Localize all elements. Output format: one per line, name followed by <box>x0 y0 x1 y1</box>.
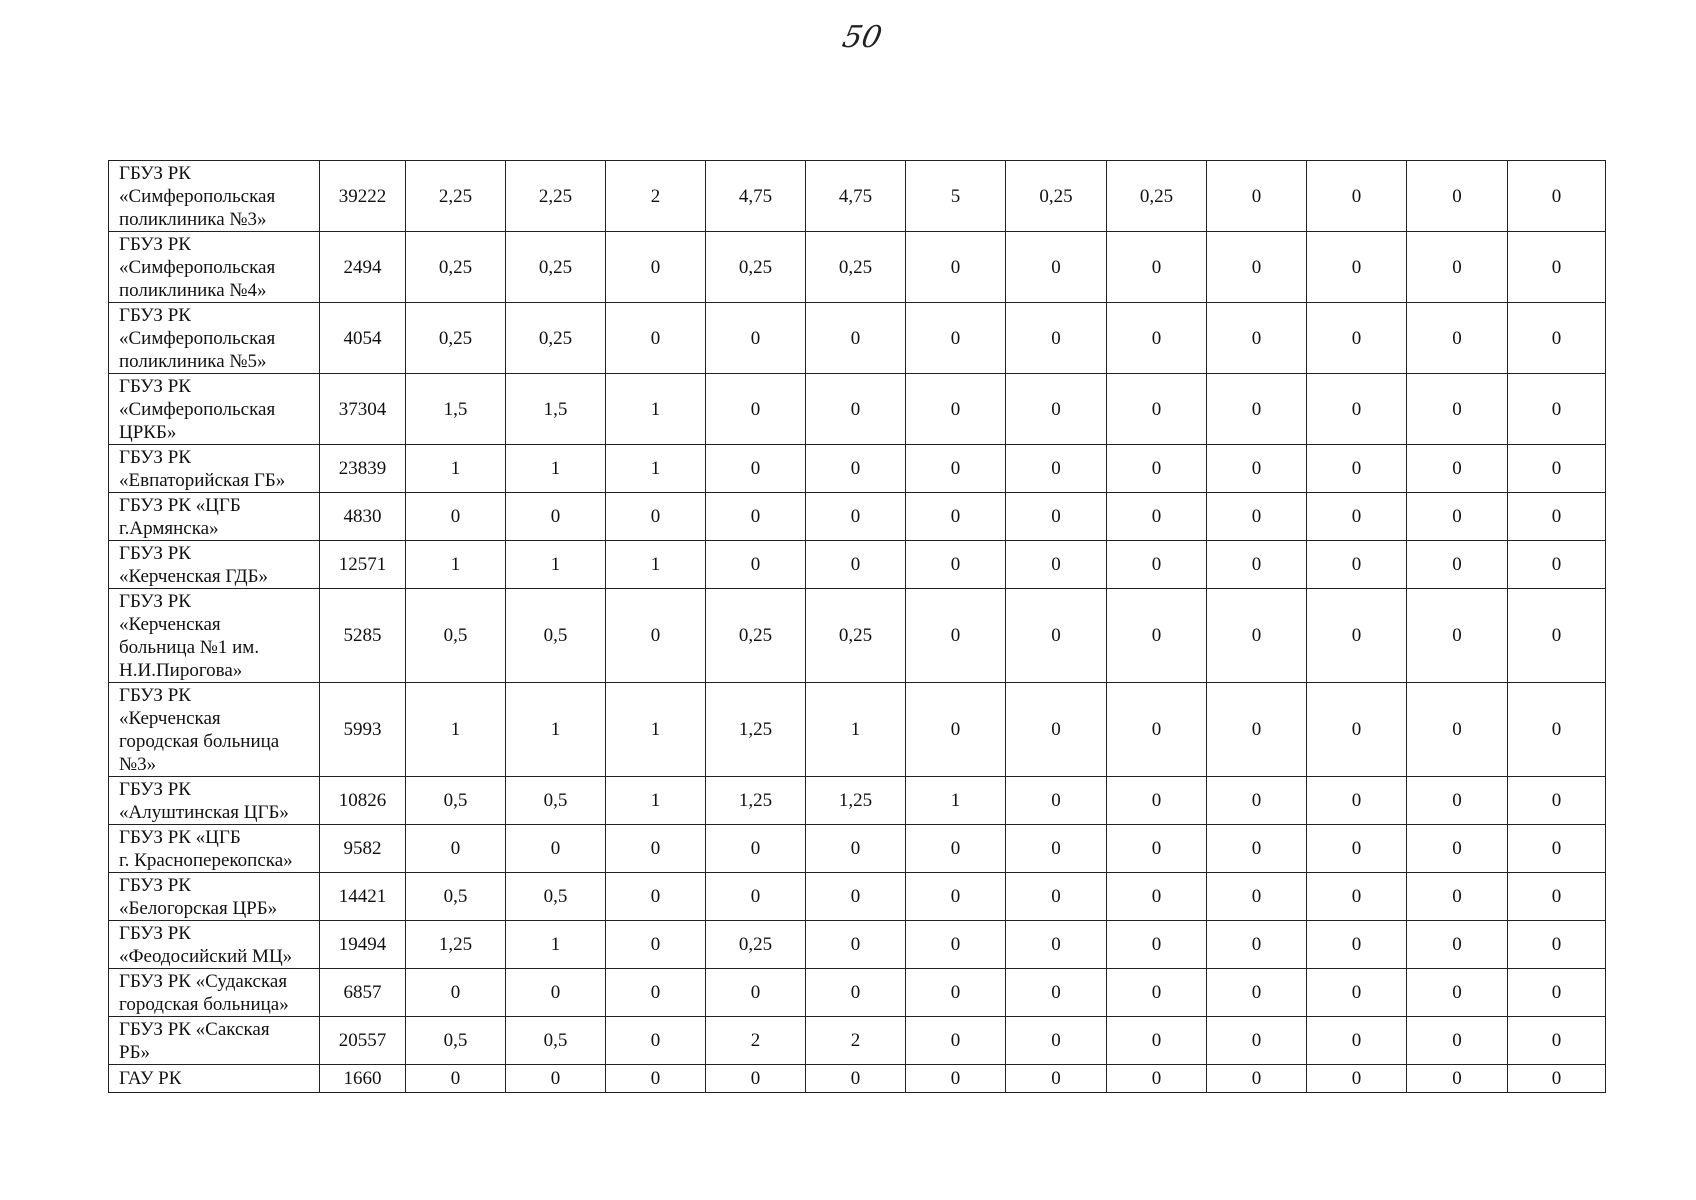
value-cell: 0 <box>1107 445 1207 493</box>
value-cell: 0 <box>606 232 706 303</box>
value-cell: 0 <box>806 374 906 445</box>
value-cell: 1 <box>606 541 706 589</box>
population-cell: 4830 <box>320 493 406 541</box>
value-cell: 0 <box>1207 493 1307 541</box>
value-cell: 0 <box>706 1065 806 1093</box>
value-cell: 0 <box>1107 589 1207 683</box>
value-cell: 0 <box>806 493 906 541</box>
value-cell: 1 <box>606 445 706 493</box>
value-cell: 0 <box>1207 873 1307 921</box>
value-cell: 2 <box>806 1017 906 1065</box>
value-cell: 1 <box>606 683 706 777</box>
value-cell: 0 <box>1307 445 1407 493</box>
table-row <box>109 1065 1606 1093</box>
value-cell: 1 <box>506 445 606 493</box>
value-cell: 0 <box>1107 374 1207 445</box>
value-cell: 0 <box>1307 303 1407 374</box>
value-cell: 0 <box>906 541 1006 589</box>
table-row <box>109 969 1606 1017</box>
value-cell: 0 <box>1307 161 1407 232</box>
value-cell: 0 <box>1508 493 1606 541</box>
value-cell: 0 <box>406 1065 506 1093</box>
value-cell: 0 <box>706 541 806 589</box>
organization-name-cell: ГБУЗ РК «ЦГБ г. Красноперекопска» <box>109 825 320 873</box>
value-cell: 0 <box>1207 777 1307 825</box>
table-row <box>109 825 1606 873</box>
value-cell: 0 <box>1107 1017 1207 1065</box>
value-cell: 0,25 <box>706 232 806 303</box>
value-cell: 0 <box>906 374 1006 445</box>
value-cell: 0 <box>1107 921 1207 969</box>
value-cell: 0 <box>1508 921 1606 969</box>
value-cell: 0 <box>1307 873 1407 921</box>
value-cell: 0 <box>1207 374 1307 445</box>
value-cell: 0 <box>1006 969 1107 1017</box>
value-cell: 0 <box>1307 969 1407 1017</box>
value-cell: 0 <box>1508 1065 1606 1093</box>
organization-name-cell: ГБУЗ РК «Алуштинская ЦГБ» <box>109 777 320 825</box>
value-cell: 0 <box>1207 541 1307 589</box>
population-cell: 37304 <box>320 374 406 445</box>
value-cell: 0 <box>1508 873 1606 921</box>
value-cell: 0 <box>606 589 706 683</box>
table-row <box>109 303 1606 374</box>
organization-name-cell: ГБУЗ РК «Феодосийский МЦ» <box>109 921 320 969</box>
value-cell: 0,5 <box>506 1017 606 1065</box>
value-cell: 2,25 <box>506 161 606 232</box>
population-cell: 5285 <box>320 589 406 683</box>
value-cell: 0,25 <box>806 232 906 303</box>
value-cell: 0 <box>806 825 906 873</box>
value-cell: 0,25 <box>1107 161 1207 232</box>
value-cell: 0 <box>1107 969 1207 1017</box>
organization-name-cell: ГБУЗ РК «Симферопольская поликлиника №3» <box>109 161 320 232</box>
value-cell: 0 <box>1407 374 1508 445</box>
value-cell: 0 <box>1307 683 1407 777</box>
value-cell: 0 <box>906 873 1006 921</box>
value-cell: 0 <box>906 303 1006 374</box>
value-cell: 0 <box>1207 589 1307 683</box>
value-cell: 1 <box>406 541 506 589</box>
value-cell: 1,25 <box>806 777 906 825</box>
value-cell: 0 <box>1407 921 1508 969</box>
value-cell: 0,25 <box>706 589 806 683</box>
value-cell: 0 <box>906 589 1006 683</box>
value-cell: 0 <box>1407 493 1508 541</box>
value-cell: 0,5 <box>506 589 606 683</box>
value-cell: 0 <box>506 1065 606 1093</box>
value-cell: 0 <box>1006 493 1107 541</box>
value-cell: 0 <box>1508 161 1606 232</box>
value-cell: 0 <box>406 825 506 873</box>
value-cell: 0 <box>606 921 706 969</box>
value-cell: 0 <box>806 303 906 374</box>
value-cell: 5 <box>906 161 1006 232</box>
value-cell: 0,25 <box>506 303 606 374</box>
value-cell: 1,25 <box>706 777 806 825</box>
value-cell: 0 <box>1407 683 1508 777</box>
table-row <box>109 777 1606 825</box>
value-cell: 0 <box>1006 232 1107 303</box>
value-cell: 0 <box>1307 589 1407 683</box>
value-cell: 0 <box>1508 374 1606 445</box>
value-cell: 0 <box>1006 303 1107 374</box>
organization-name-cell: ГБУЗ РК «Сакская РБ» <box>109 1017 320 1065</box>
value-cell: 1,5 <box>406 374 506 445</box>
value-cell: 0 <box>1307 825 1407 873</box>
value-cell: 0 <box>1006 541 1107 589</box>
value-cell: 0 <box>1407 303 1508 374</box>
value-cell: 0 <box>906 232 1006 303</box>
population-cell: 2494 <box>320 232 406 303</box>
table-row <box>109 374 1606 445</box>
value-cell: 0,5 <box>406 777 506 825</box>
value-cell: 0 <box>1107 683 1207 777</box>
table-row <box>109 161 1606 232</box>
value-cell: 0 <box>1307 493 1407 541</box>
value-cell: 1 <box>406 683 506 777</box>
organization-name-cell: ГБУЗ РК «Симферопольская ЦРКБ» <box>109 374 320 445</box>
value-cell: 0 <box>1508 445 1606 493</box>
value-cell: 0 <box>1107 493 1207 541</box>
value-cell: 0 <box>1207 232 1307 303</box>
value-cell: 0,25 <box>1006 161 1107 232</box>
data-table <box>108 160 1606 1093</box>
value-cell: 0 <box>1508 541 1606 589</box>
value-cell: 0 <box>1107 303 1207 374</box>
table-row <box>109 1017 1606 1065</box>
value-cell: 0 <box>1006 589 1107 683</box>
value-cell: 1 <box>506 921 606 969</box>
population-cell: 14421 <box>320 873 406 921</box>
value-cell: 0 <box>1307 777 1407 825</box>
value-cell: 0 <box>1107 232 1207 303</box>
value-cell: 0 <box>1006 777 1107 825</box>
table-body <box>109 161 1606 1093</box>
value-cell: 0 <box>1006 683 1107 777</box>
value-cell: 0 <box>606 303 706 374</box>
value-cell: 0 <box>706 873 806 921</box>
value-cell: 0 <box>1006 921 1107 969</box>
population-cell: 5993 <box>320 683 406 777</box>
value-cell: 0 <box>1307 232 1407 303</box>
value-cell: 1 <box>406 445 506 493</box>
organization-name-cell: ГБУЗ РК «Керченская городская больница №3» <box>109 683 320 777</box>
value-cell: 0 <box>1107 873 1207 921</box>
value-cell: 0 <box>1407 825 1508 873</box>
value-cell: 0 <box>1006 1065 1107 1093</box>
value-cell: 0 <box>1207 1017 1307 1065</box>
organization-name-cell: ГБУЗ РК «Керченская больница №1 им. Н.И.Пирогова» <box>109 589 320 683</box>
value-cell: 0 <box>1107 777 1207 825</box>
value-cell: 0 <box>1307 1065 1407 1093</box>
population-cell: 6857 <box>320 969 406 1017</box>
table-row <box>109 541 1606 589</box>
value-cell: 0 <box>806 541 906 589</box>
value-cell: 1 <box>506 541 606 589</box>
value-cell: 0 <box>706 374 806 445</box>
value-cell: 0 <box>1508 232 1606 303</box>
value-cell: 0 <box>606 825 706 873</box>
value-cell: 0 <box>1207 683 1307 777</box>
value-cell: 1,25 <box>706 683 806 777</box>
table-row <box>109 445 1606 493</box>
value-cell: 0 <box>1006 445 1107 493</box>
value-cell: 0 <box>1508 1017 1606 1065</box>
value-cell: 0,25 <box>806 589 906 683</box>
value-cell: 0 <box>1207 921 1307 969</box>
value-cell: 0 <box>906 921 1006 969</box>
organization-name-cell: ГБУЗ РК «Симферопольская поликлиника №4» <box>109 232 320 303</box>
value-cell: 1,5 <box>506 374 606 445</box>
value-cell: 0,25 <box>406 232 506 303</box>
value-cell: 4,75 <box>706 161 806 232</box>
organization-name-cell: ГБУЗ РК «Керченская ГДБ» <box>109 541 320 589</box>
value-cell: 1 <box>606 374 706 445</box>
value-cell: 0 <box>1508 777 1606 825</box>
population-cell: 39222 <box>320 161 406 232</box>
value-cell: 0 <box>1107 825 1207 873</box>
table-row <box>109 232 1606 303</box>
value-cell: 0 <box>906 969 1006 1017</box>
organization-name-cell: ГБУЗ РК «ЦГБ г.Армянска» <box>109 493 320 541</box>
value-cell: 0 <box>1508 589 1606 683</box>
value-cell: 0 <box>1107 1065 1207 1093</box>
table-row <box>109 873 1606 921</box>
value-cell: 0 <box>1006 825 1107 873</box>
population-cell: 10826 <box>320 777 406 825</box>
value-cell: 0 <box>806 1065 906 1093</box>
value-cell: 1,25 <box>406 921 506 969</box>
value-cell: 0 <box>1107 541 1207 589</box>
value-cell: 0,5 <box>406 873 506 921</box>
value-cell: 0 <box>906 493 1006 541</box>
value-cell: 2 <box>606 161 706 232</box>
value-cell: 0 <box>506 493 606 541</box>
population-cell: 23839 <box>320 445 406 493</box>
value-cell: 2,25 <box>406 161 506 232</box>
value-cell: 1 <box>806 683 906 777</box>
value-cell: 0 <box>1006 1017 1107 1065</box>
value-cell: 0,5 <box>406 589 506 683</box>
value-cell: 0,5 <box>506 777 606 825</box>
value-cell: 0 <box>1207 969 1307 1017</box>
organization-name-cell: ГБУЗ РК «Белогорская ЦРБ» <box>109 873 320 921</box>
population-cell: 1660 <box>320 1065 406 1093</box>
population-cell: 20557 <box>320 1017 406 1065</box>
value-cell: 0 <box>506 825 606 873</box>
value-cell: 0 <box>406 969 506 1017</box>
value-cell: 0 <box>706 969 806 1017</box>
population-cell: 4054 <box>320 303 406 374</box>
value-cell: 0 <box>1508 683 1606 777</box>
value-cell: 0 <box>1407 873 1508 921</box>
value-cell: 0 <box>606 1065 706 1093</box>
organization-name-cell: ГБУЗ РК «Симферопольская поликлиника №5» <box>109 303 320 374</box>
value-cell: 0 <box>1207 161 1307 232</box>
value-cell: 0,5 <box>506 873 606 921</box>
value-cell: 0 <box>906 445 1006 493</box>
organization-name-cell: ГБУЗ РК «Судакская городская больница» <box>109 969 320 1017</box>
table-row <box>109 589 1606 683</box>
value-cell: 0 <box>1307 1017 1407 1065</box>
value-cell: 0 <box>1006 374 1107 445</box>
value-cell: 0 <box>606 969 706 1017</box>
population-cell: 12571 <box>320 541 406 589</box>
value-cell: 0,5 <box>406 1017 506 1065</box>
value-cell: 0 <box>606 873 706 921</box>
value-cell: 0 <box>406 493 506 541</box>
value-cell: 4,75 <box>806 161 906 232</box>
value-cell: 1 <box>906 777 1006 825</box>
value-cell: 0 <box>606 493 706 541</box>
table-row <box>109 493 1606 541</box>
value-cell: 0 <box>1307 541 1407 589</box>
value-cell: 0,25 <box>506 232 606 303</box>
value-cell: 0 <box>1407 1017 1508 1065</box>
population-cell: 9582 <box>320 825 406 873</box>
value-cell: 0 <box>1407 232 1508 303</box>
value-cell: 0 <box>1508 303 1606 374</box>
value-cell: 0,25 <box>406 303 506 374</box>
value-cell: 0 <box>806 873 906 921</box>
value-cell: 0 <box>1307 374 1407 445</box>
value-cell: 0 <box>606 1017 706 1065</box>
value-cell: 0 <box>1006 873 1107 921</box>
value-cell: 2 <box>706 1017 806 1065</box>
value-cell: 0 <box>1407 161 1508 232</box>
value-cell: 0 <box>1307 921 1407 969</box>
value-cell: 0 <box>506 969 606 1017</box>
page-number: 50 <box>839 20 885 55</box>
value-cell: 0 <box>906 1017 1006 1065</box>
table-row <box>109 683 1606 777</box>
value-cell: 0 <box>706 825 806 873</box>
value-cell: 0 <box>1207 1065 1307 1093</box>
value-cell: 0 <box>1207 825 1307 873</box>
value-cell: 0 <box>1407 445 1508 493</box>
value-cell: 0,25 <box>706 921 806 969</box>
value-cell: 0 <box>1407 1065 1508 1093</box>
value-cell: 1 <box>606 777 706 825</box>
value-cell: 0 <box>906 1065 1006 1093</box>
value-cell: 0 <box>1207 445 1307 493</box>
value-cell: 0 <box>1508 825 1606 873</box>
value-cell: 0 <box>906 825 1006 873</box>
value-cell: 0 <box>806 969 906 1017</box>
value-cell: 0 <box>1508 969 1606 1017</box>
value-cell: 0 <box>1407 541 1508 589</box>
organization-name-cell: ГБУЗ РК «Евпаторийская ГБ» <box>109 445 320 493</box>
value-cell: 0 <box>1407 777 1508 825</box>
value-cell: 0 <box>1207 303 1307 374</box>
value-cell: 0 <box>806 921 906 969</box>
population-cell: 19494 <box>320 921 406 969</box>
value-cell: 0 <box>1407 589 1508 683</box>
organization-name-cell: ГАУ РК <box>109 1065 320 1093</box>
value-cell: 0 <box>706 445 806 493</box>
table-row <box>109 921 1606 969</box>
value-cell: 1 <box>506 683 606 777</box>
value-cell: 0 <box>706 493 806 541</box>
value-cell: 0 <box>1407 969 1508 1017</box>
value-cell: 0 <box>906 683 1006 777</box>
value-cell: 0 <box>806 445 906 493</box>
value-cell: 0 <box>706 303 806 374</box>
